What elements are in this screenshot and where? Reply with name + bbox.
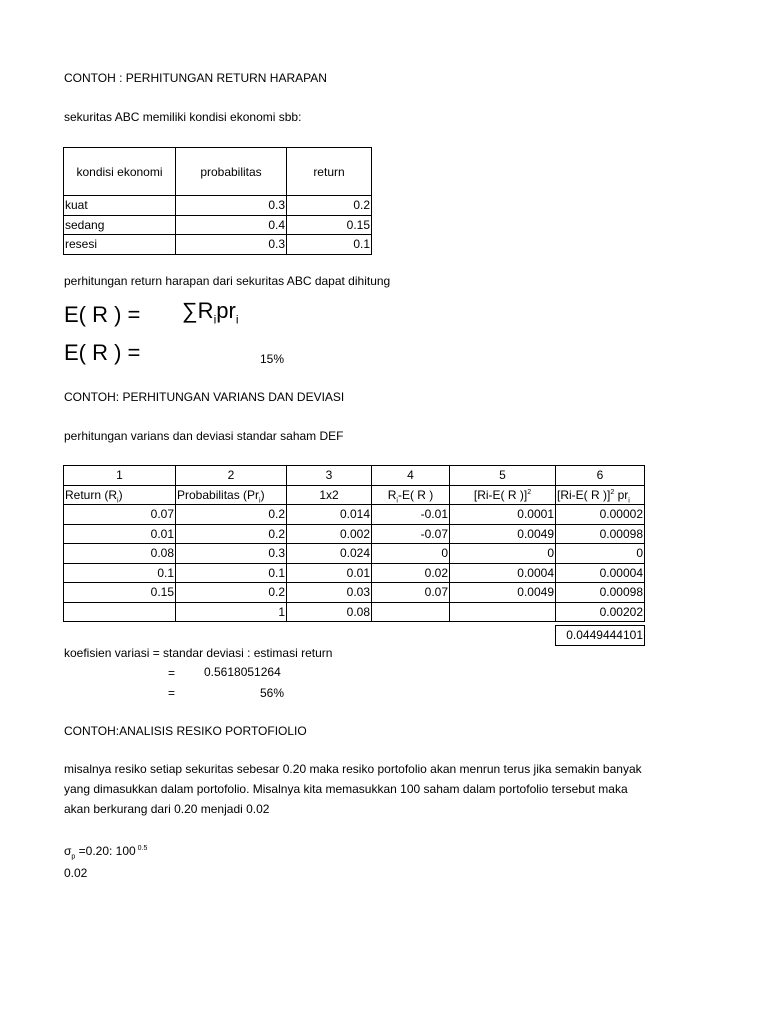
table-total-row [64, 602, 645, 622]
section2-intro: perhitungan varians dan deviasi standar saham DEF [64, 429, 344, 443]
table-cell: 0.2 [176, 524, 287, 544]
table-cell: 0.1 [64, 563, 176, 583]
header-text: Probabilitas (Pr [177, 487, 260, 502]
header-text: Return (R [65, 487, 118, 502]
formula-text: =0.20: 100 [75, 844, 136, 858]
table-cell: 0.2 [176, 505, 287, 525]
table-cell: 0.0004 [450, 563, 556, 583]
header-text: ) [118, 487, 123, 502]
kv-definition: koefisien variasi = standar deviasi : estimasi return [64, 646, 333, 660]
header-squared-deviation [450, 485, 556, 505]
table-cell [64, 602, 176, 622]
table-cell: 1 [176, 602, 287, 622]
table-cell: 0.2 [176, 583, 287, 603]
table-row [64, 196, 372, 216]
table-cell: 0.00004 [556, 563, 645, 583]
header-return: return [287, 148, 372, 196]
paragraph-line-3: akan berkurang dari 0.20 menjadi 0.02 [64, 802, 270, 816]
economy-table [63, 147, 372, 255]
table-cell: 0.00098 [556, 583, 645, 603]
equals-sign: = [168, 686, 176, 700]
table-cell: 0.03 [287, 583, 372, 603]
sigma-sub: p [71, 853, 76, 861]
equals-sign: = [168, 666, 176, 680]
header-text: [Ri-E( R )] [473, 487, 528, 502]
table-cell: 0.0049 [450, 583, 556, 603]
table-cell [450, 602, 556, 622]
kv-value: 0.5618051264 [204, 665, 281, 679]
table-cell: 0.0049 [450, 524, 556, 544]
table-cell: 0 [450, 544, 556, 564]
col-number: 2 [176, 466, 287, 486]
formula-sup: 0.5 [135, 845, 148, 852]
header-deviation [372, 485, 450, 505]
header-sub: i [117, 497, 119, 505]
table-cell [372, 602, 450, 622]
table-cell: 0.024 [287, 544, 372, 564]
table-cell: 0.08 [287, 602, 372, 622]
formula-sum: ∑R [182, 298, 214, 323]
header-text: pr [614, 487, 629, 502]
sigma-formula [64, 844, 148, 861]
section1-title: CONTOH : PERHITUNGAN RETURN HARAPAN [64, 71, 327, 85]
std-dev-row [556, 626, 645, 646]
column-header-row [64, 485, 645, 505]
header-return [64, 485, 176, 505]
table-cell: 0.07 [64, 505, 176, 525]
section2-title: CONTOH: PERHITUNGAN VARIANS DAN DEVIASI [64, 390, 345, 404]
table-cell: -0.01 [372, 505, 450, 525]
section3-title: CONTOH:ANALISIS RESIKO PORTOFIOLIO [64, 724, 307, 738]
sigma-symbol: σ [64, 844, 72, 858]
table-cell: -0.07 [372, 524, 450, 544]
table-cell: 0.08 [64, 544, 176, 564]
table-cell: 0.3 [176, 235, 287, 255]
formula-sub: i [213, 312, 217, 327]
col-number: 6 [556, 466, 645, 486]
column-number-row [64, 466, 645, 486]
section1-intro: sekuritas ABC memiliki kondisi ekonomi sbb: [64, 110, 302, 124]
table-cell: 0.002 [287, 524, 372, 544]
er-label: E( R ) = [64, 302, 141, 327]
er-value: 15% [260, 352, 285, 366]
table-cell: 0.014 [287, 505, 372, 525]
table-cell: 0.1 [287, 235, 372, 255]
table-cell: 0.0001 [450, 505, 556, 525]
col-number: 4 [372, 466, 450, 486]
table-row [64, 563, 645, 583]
table-cell: 0.00098 [556, 524, 645, 544]
header-text: R [387, 487, 397, 502]
table-cell: 0 [372, 544, 450, 564]
table-row [64, 544, 645, 564]
table-cell: 0.02 [372, 563, 450, 583]
table-cell: resesi [64, 235, 176, 255]
table-row [64, 215, 372, 235]
std-dev-value: 0.0449444101 [556, 626, 645, 646]
table-cell: sedang [64, 215, 176, 235]
table-cell: 0.2 [287, 196, 372, 216]
table-cell: 0.00002 [556, 505, 645, 525]
table-row [64, 235, 372, 255]
header-text: [Ri-E( R )] [557, 487, 611, 502]
table-cell: 0.07 [372, 583, 450, 603]
table-cell: 0.3 [176, 544, 287, 564]
table-cell: 0.00202 [556, 602, 645, 622]
header-sub: i [628, 497, 630, 505]
header-text: ) [260, 487, 265, 502]
header-probabilitas [176, 485, 287, 505]
variance-table [63, 465, 645, 622]
formula-result: 0.02 [64, 866, 88, 880]
er-formula [182, 298, 239, 327]
std-dev-cell-table [555, 625, 645, 646]
header-probabilitas: probabilitas [176, 148, 287, 196]
header-kondisi: kondisi ekonomi [64, 148, 176, 196]
header-sub: i [259, 497, 261, 505]
header-sup: 2 [527, 488, 532, 496]
table-cell: 0.1 [176, 563, 287, 583]
header-text: -E( R ) [397, 487, 434, 502]
er-label-2: E( R ) = [64, 340, 141, 365]
table-cell: 0.15 [64, 583, 176, 603]
table-cell: 0.4 [176, 215, 287, 235]
table-cell: kuat [64, 196, 176, 216]
table-cell: 0.3 [176, 196, 287, 216]
header-weighted [556, 485, 645, 505]
col-number: 3 [287, 466, 372, 486]
table-cell: 0.15 [287, 215, 372, 235]
col-number: 1 [64, 466, 176, 486]
formula-pr: pr [216, 298, 236, 323]
calc-text: perhitungan return harapan dari sekuritas ABC dapat dihitung [64, 274, 391, 288]
table-row [64, 505, 645, 525]
header-sup: 2 [610, 488, 615, 496]
col-number: 5 [450, 466, 556, 486]
kv-percent: 56% [260, 686, 285, 700]
header-sub: i [396, 497, 398, 505]
table-cell: 0.01 [64, 524, 176, 544]
table-row [64, 524, 645, 544]
table-header-row [64, 148, 372, 196]
formula-sub: i [235, 312, 239, 327]
paragraph-line-2: yang dimasukkan dalam portofolio. Misalnya kita memasukkan 100 saham dalam portofolio tersebut maka [64, 782, 628, 796]
table-cell: 0.01 [287, 563, 372, 583]
paragraph-line-1: misalnya resiko setiap sekuritas sebesar 0.20 maka resiko portofolio akan menrun terus jika semakin banyak [64, 762, 642, 776]
header-1x2: 1x2 [287, 485, 372, 505]
table-row [64, 583, 645, 603]
table-cell: 0 [556, 544, 645, 564]
